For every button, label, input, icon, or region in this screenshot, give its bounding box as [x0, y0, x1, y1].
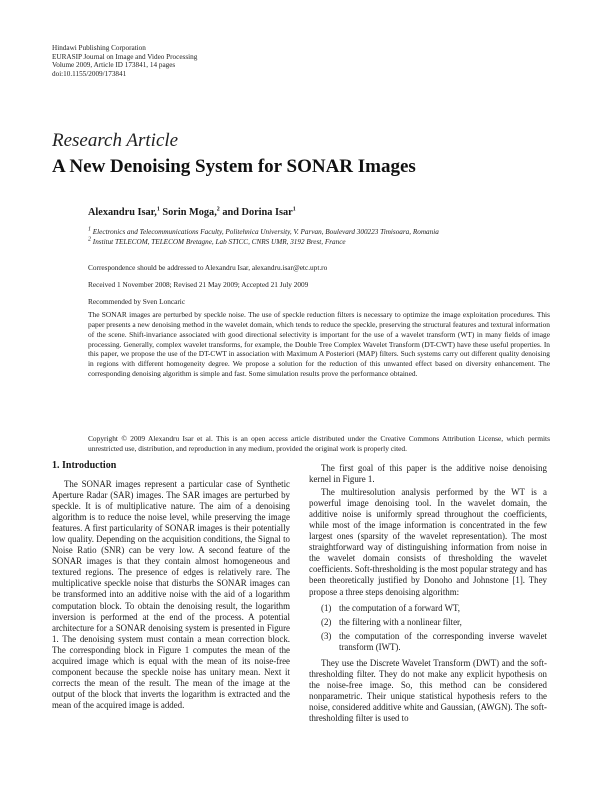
copyright-notice: Copyright © 2009 Alexandru Isar et al. This is an open access article distributed under the Creative Commons Attribution License, which permits unrestricted use, distribution, and reproduction in any medium, provided the original work is properly cited. — [88, 434, 550, 453]
author-sup: 2 — [216, 206, 220, 213]
paragraph: They use the Discrete Wavelet Transform (DWT) and the soft-thresholding filter. They do not make any explicit hypothesis on the noise-free image. So, this method can be considered nonparametric. Their unique statistical hypothesis refers to the noise, considered additive white and Gaussian, (AWGN). The soft-thresholding filter is used to — [309, 657, 547, 723]
list-number: (2) — [321, 616, 332, 627]
affiliations — [88, 228, 550, 248]
article-type: Research Article — [52, 130, 179, 151]
affiliation-sup: 2 — [88, 236, 91, 243]
author-list — [88, 207, 550, 218]
list-text: the computation of the corresponding inverse wavelet transform (IWT). — [339, 630, 547, 652]
header-journal: EURASIP Journal on Image and Video Processing — [52, 52, 198, 61]
affiliation-sup: 1 — [88, 226, 91, 233]
algorithm-steps — [309, 603, 547, 653]
author-name: Alexandru Isar, — [88, 207, 157, 218]
list-text: the filtering with a nonlinear filter, — [339, 616, 462, 627]
affiliation — [88, 238, 550, 248]
left-column — [52, 460, 290, 711]
paragraph: The multiresolution analysis performed by the WT is a powerful image denoising tool. In the wavelet domain, the additive noise is uniformly spread throughout the coefficients, while most of the image information is concentrated in the few largest ones (sparsity of the wavelet representation). The most straightforward way of distinguishing information from noise in the wavelet domain consists of thresholding the wavelet coefficients. Soft-thresholding is the most popular strategy and has been theoretically justified by Donoho and Johnstone [1]. They propose a three steps denoising algorithm: — [309, 487, 547, 597]
list-item — [309, 617, 547, 628]
affiliation — [88, 228, 550, 238]
list-item — [309, 631, 547, 653]
header-doi[interactable]: doi:10.1155/2009/173841 — [52, 69, 127, 78]
intro-paragraph: The SONAR images represent a particular case of Synthetic Aperture Radar (SAR) images. The SAR images are perturbed by speckle. It is of multiplicative nature. The aim of a denoising algorithm is to reduce the noise level, while preserving the image features. A first particularity of SONAR images is their potentially low quality. Depending on the acquisition conditions, the Signal to Noise Ratio (SNR) can be very low. A second feature of the SONAR images is that they contain almost homogeneous and textured regions. The presence of edges is relatively rare. The multiplicative speckle noise that disturbs the SONAR images can be transformed into an additive noise with the aid of a logarithm computation block. To obtain the denoising result, the logarithm inversion is performed at the end of the process. A potential architecture for a SONAR denoising system is presented in Figure 1. The denoising system must contain a mean correction block. The corresponding block in Figure 1 computes the mean of the acquired image which is equal with the mean of its noise-free component because the speckle noise has unitary mean. Next it corrects the mean of the result. The mean of the image at the output of the block that inverts the logarithm is extracted and the mean of the acquired image is added. — [52, 479, 290, 710]
header-volume: Volume 2009, Article ID 173841, 14 pages — [52, 61, 176, 70]
list-number: (3) — [321, 630, 332, 641]
paper-title: A New Denoising System for SONAR Images — [52, 156, 416, 177]
author-sup: 1 — [292, 206, 296, 213]
affiliation-text: Electronics and Telecommunications Faculty, Politehnica University, V. Parvan, Boulevard 300223 Timisoara, Romania — [92, 228, 439, 236]
list-text: the computation of a forward WT, — [339, 602, 460, 613]
author-name: Sorin Moga, — [159, 207, 217, 218]
author-name: and Dorina Isar — [219, 207, 293, 218]
header-publisher: Hindawi Publishing Corporation — [52, 44, 146, 52]
paragraph: The first goal of this paper is the additive noise denoising kernel in Figure 1. — [309, 463, 547, 485]
section-heading: 1. Introduction — [52, 460, 117, 471]
author-sup: 1 — [156, 206, 160, 213]
list-number: (1) — [321, 602, 332, 613]
correspondence: Correspondence should be addressed to Alexandru Isar, alexandru.isar@etc.upt.ro — [88, 263, 328, 272]
recommended-by: Recommended by Sven Loncaric — [88, 297, 186, 306]
list-item — [309, 603, 547, 614]
received-dates: Received 1 November 2008; Revised 21 May 2009; Accepted 21 July 2009 — [88, 280, 309, 289]
abstract: The SONAR images are perturbed by speckle noise. The use of speckle reduction filters is necessary to optimize the image exploitation procedures. This paper presents a new denoising method in the wavelet domain, which tends to reduce the speckle, preserving the structural features and textural information of the scene. Shift-invariance associated with good directional selectivity is important for the use of a wavelet transform (WT) in many fields of image processing. Generally, complex wavelet transforms, for example, the Double Tree Complex Wavelet Transform (DT-CWT) have these useful properties. In this paper, we propose the use of the DT-CWT in association with Maximum A Posteriori (MAP) filters. Such systems carry out different quality denoising in regions with different homogeneity degree. We propose a solution for the reduction of this unwanted effect based on diversity enhancement. The corresponding denoising algorithm is simple and fast. Some simulation results prove the performance obtained. — [88, 310, 550, 379]
journal-header — [52, 44, 197, 78]
right-column — [309, 463, 547, 726]
affiliation-text: Institut TELECOM, TELECOM Bretagne, Lab STICC, CNRS UMR, 3192 Brest, France — [92, 237, 346, 246]
